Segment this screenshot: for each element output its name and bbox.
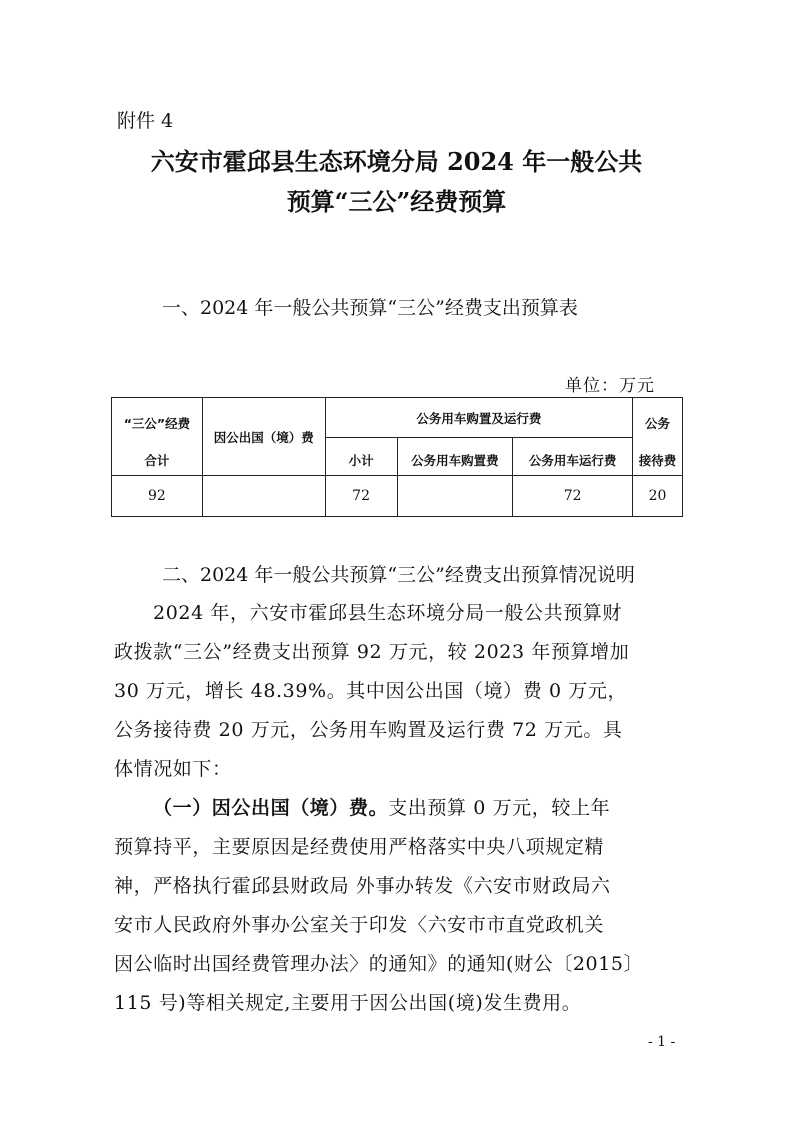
value-abroad (202, 476, 325, 517)
value-vehicle-operation: 72 (513, 476, 633, 517)
unit-label: 单位：万元 (565, 376, 655, 396)
paragraph2-line: 115 号)等相关规定,主要用于因公出国(境)发生费用。 (114, 992, 582, 1014)
header-reception (633, 398, 683, 438)
header-total-bottom: 合计 (112, 438, 203, 476)
header-total-top: “三公”经费 (123, 415, 191, 431)
document-title-line2: 预算“三公”经费预算 (286, 187, 507, 216)
header-total (112, 398, 203, 438)
paragraph2-line: 因公临时出国经费管理办法〉的通知》的通知(财公〔2015〕 (114, 953, 644, 975)
paragraph2-first-line (153, 793, 610, 820)
document-title-line1: 六安市霍邱县生态环境分局 2024 年一般公共 (150, 147, 643, 176)
header-reception-top: 公务 (645, 415, 671, 431)
header-vehicle-group: 公务用车购置及运行费 (325, 398, 632, 438)
table-row (112, 476, 683, 517)
header-vehicle-operation: 公务用车运行费 (513, 438, 633, 476)
paragraph2-line: 安市人民政府外事办公室关于印发〈六安市市直党政机关 (114, 914, 605, 936)
paragraph1-line: 30 万元，增长 48.39%。其中因公出国（境）费 0 万元， (114, 680, 628, 702)
paragraph2-line: 神，严格执行霍邱县财政局 外事办转发《六安市财政局六 (114, 875, 611, 897)
section1-heading: 一、2024 年一般公共预算“三公”经费支出预算表 (162, 297, 578, 319)
paragraph2-first-text: 支出预算 0 万元，较上年 (388, 797, 611, 819)
paragraph1-line: 政拨款“三公”经费支出预算 92 万元，较 2023 年预算增加 (114, 641, 630, 663)
subsection1-heading: （一）因公出国（境）费。 (153, 797, 389, 819)
value-reception: 20 (633, 476, 683, 517)
value-vehicle-purchase (397, 476, 513, 517)
header-subtotal: 小计 (325, 438, 397, 476)
paragraph2-line: 预算持平，主要原因是经费使用严格落实中央八项规定精 (114, 836, 605, 858)
paragraph1-line: 体情况如下： (114, 758, 232, 780)
paragraph1-line: 2024 年，六安市霍邱县生态环境分局一般公共预算财 (153, 602, 622, 624)
page-number: - 1 - (648, 1034, 676, 1050)
value-subtotal: 72 (325, 476, 397, 517)
section2-heading: 二、2024 年一般公共预算“三公”经费支出预算情况说明 (162, 564, 635, 586)
paragraph1-line: 公务接待费 20 万元，公务用车购置及运行费 72 万元。具 (114, 719, 623, 741)
value-total: 92 (112, 476, 203, 517)
header-reception-bottom: 接待费 (633, 438, 683, 476)
attachment-label: 附件 4 (117, 110, 174, 132)
header-vehicle-purchase: 公务用车购置费 (397, 438, 513, 476)
budget-table (111, 397, 683, 517)
header-abroad: 因公出国（境）费 (202, 398, 325, 476)
